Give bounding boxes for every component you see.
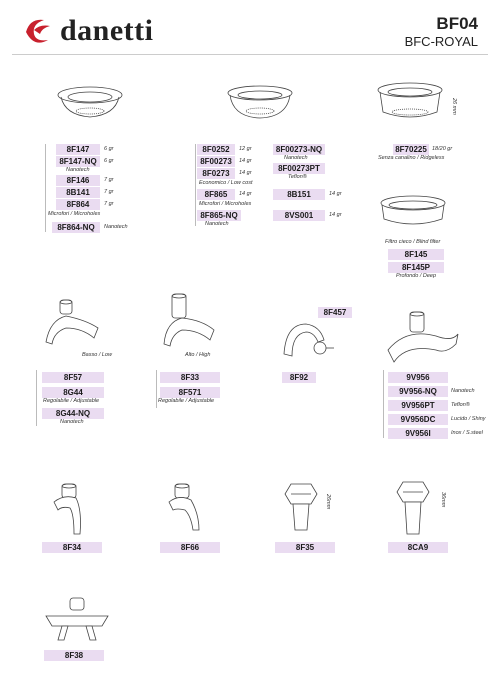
part-code: 8F145 [388,249,444,260]
part-code: 8F66 [160,542,220,553]
basket-blind-icon [378,195,448,235]
basket-ridgeless-icon [375,82,445,124]
part-code: 8F70225 [393,144,429,155]
part-code: 9V956I [388,428,448,439]
part-code: 9V956DC [388,414,448,425]
part-code: 8F35 [275,542,335,553]
page-subtitle: BFC-ROYAL [404,34,478,49]
basket-single-icon [55,85,125,125]
part-code: 8F145P [388,262,444,273]
part-code: 8F146 [56,175,100,186]
part-code: 8F00273-NQ [273,144,325,155]
part-code: 8F00273 [197,156,235,167]
part-code: 8F147-NQ [56,156,100,167]
spout-triple-icon [42,596,112,644]
logo-mark-icon [22,14,56,48]
basket-double-icon [225,85,295,125]
spout-hex-small-icon [283,480,323,538]
holder-bottomless-icon [386,310,462,368]
header-divider [12,54,488,55]
page-code: BF04 [436,14,478,33]
part-code: 8VS001 [273,210,325,221]
spout-dimension: 26mm [325,494,331,510]
ridgeless-dimension: 26 mm [451,98,457,115]
part-code: 8F864-NQ [52,222,100,233]
brand-logo [22,14,154,48]
spout-double-icon [50,480,100,538]
part-code: 8F457 [318,307,352,318]
part-code: 8G44 [42,387,104,398]
part-code: 8F865-NQ [197,210,241,221]
holder-spring-icon [280,318,340,366]
part-code: 8F147 [56,144,100,155]
part-code: 8F38 [44,650,104,661]
brand-name: danetti [60,14,154,47]
spout-single-icon [165,480,215,538]
part-code: 8F864 [56,199,100,210]
part-code: 8F34 [42,542,102,553]
holder-low-icon [42,298,112,353]
spout-dimension: 36mm [440,492,446,508]
part-code: 8B151 [273,189,325,200]
part-code: 8CA9 [388,542,448,553]
part-code: 9V956-NQ [388,386,448,397]
part-code: 8F865 [197,189,235,200]
part-code: 8F00273PT [273,163,325,174]
part-code: 9V956 [388,372,448,383]
spout-hex-large-icon [395,478,435,540]
holder-high-icon [160,292,230,352]
part-code: 9V956PT [388,400,448,411]
part-code: 8F571 [160,387,220,398]
part-code: 8G44-NQ [42,408,104,419]
part-code: 8F0252 [197,144,235,155]
part-code: 8F57 [42,372,104,383]
part-code: 8F0273 [197,168,235,179]
part-code: 8B141 [56,187,100,198]
part-code: 8F92 [282,372,316,383]
part-code: 8F33 [160,372,220,383]
